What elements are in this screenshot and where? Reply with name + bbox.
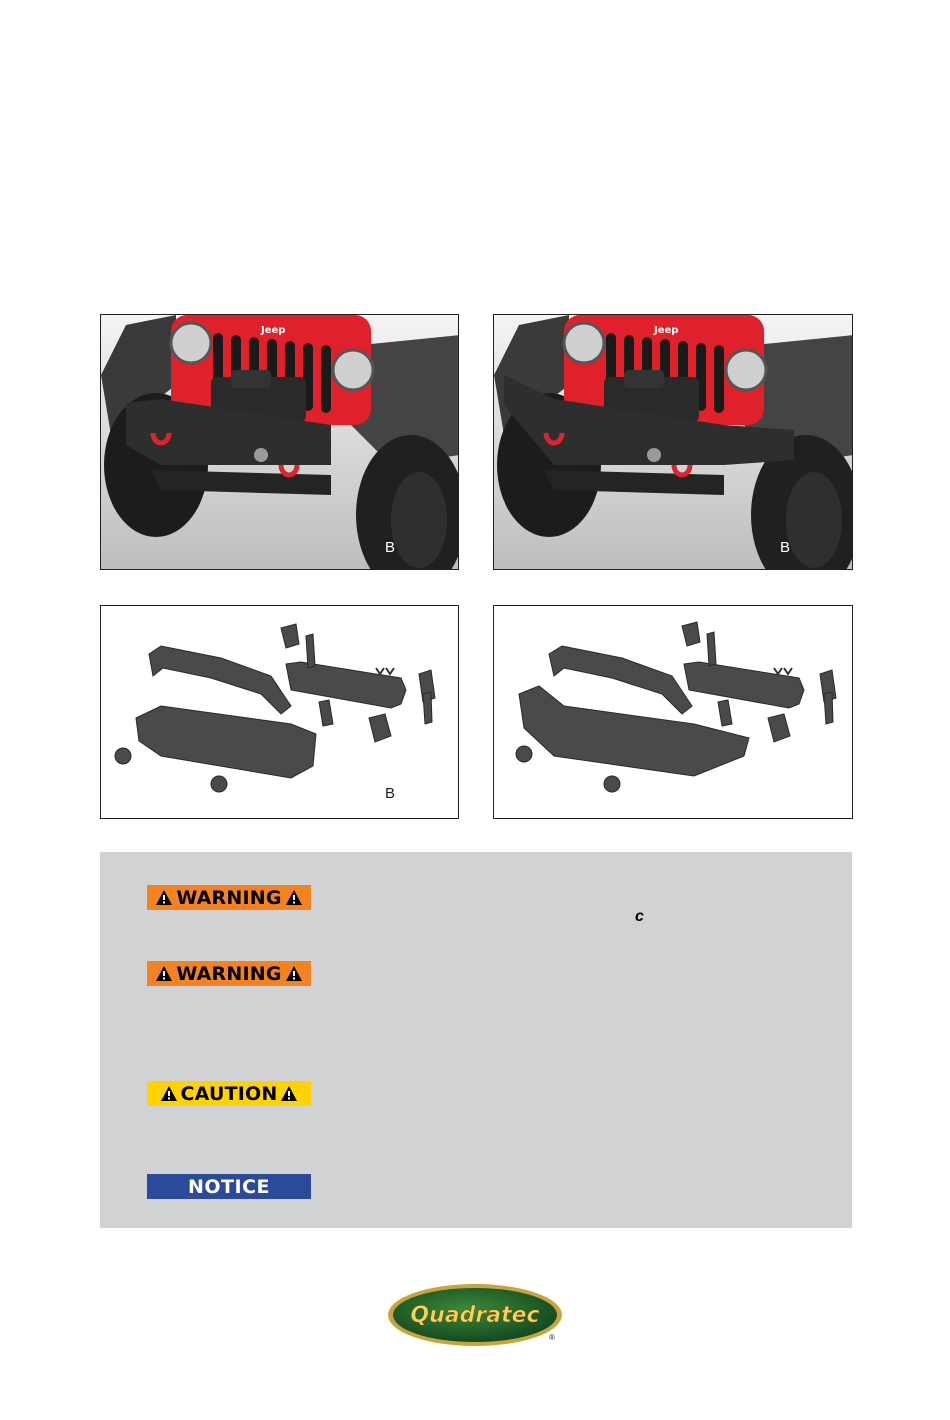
hazard-triangle-icon [280, 1085, 298, 1103]
notice-word: NOTICE [187, 1175, 270, 1198]
photo-bumper-2 [493, 314, 853, 570]
stray-character: c [635, 908, 644, 925]
notice-label [147, 1174, 311, 1199]
photo-letter: B [780, 539, 791, 556]
photo-bumper-1 [100, 314, 459, 570]
jeep-front-illustration [494, 315, 853, 570]
jeep-front-illustration [101, 315, 459, 570]
caution-label [147, 1081, 311, 1106]
warning-label [147, 961, 311, 986]
warning-label [147, 885, 311, 910]
registered-mark: ® [549, 1333, 555, 1342]
caution-word: CAUTION [180, 1082, 278, 1105]
hood-badge: Jeep [261, 325, 286, 336]
photo-letter: B [385, 539, 396, 556]
hazard-triangle-icon [285, 965, 303, 983]
hazard-triangle-icon [160, 1085, 178, 1103]
diagram-parts-2 [493, 605, 853, 819]
hazard-triangle-icon [285, 889, 303, 907]
quadratec-logo [386, 1282, 564, 1348]
hazard-triangle-icon [155, 889, 173, 907]
safety-notices-panel [100, 852, 852, 1228]
diagram-letter: B [385, 785, 396, 802]
warning-word: WARNING [176, 962, 282, 985]
diagram-parts-1 [100, 605, 459, 819]
logo-wordmark: Quadratec [410, 1303, 540, 1328]
hood-badge: Jeep [654, 325, 679, 336]
exploded-parts-illustration [494, 606, 853, 819]
warning-word: WARNING [176, 886, 282, 909]
exploded-parts-illustration [101, 606, 459, 819]
hazard-triangle-icon [155, 965, 173, 983]
